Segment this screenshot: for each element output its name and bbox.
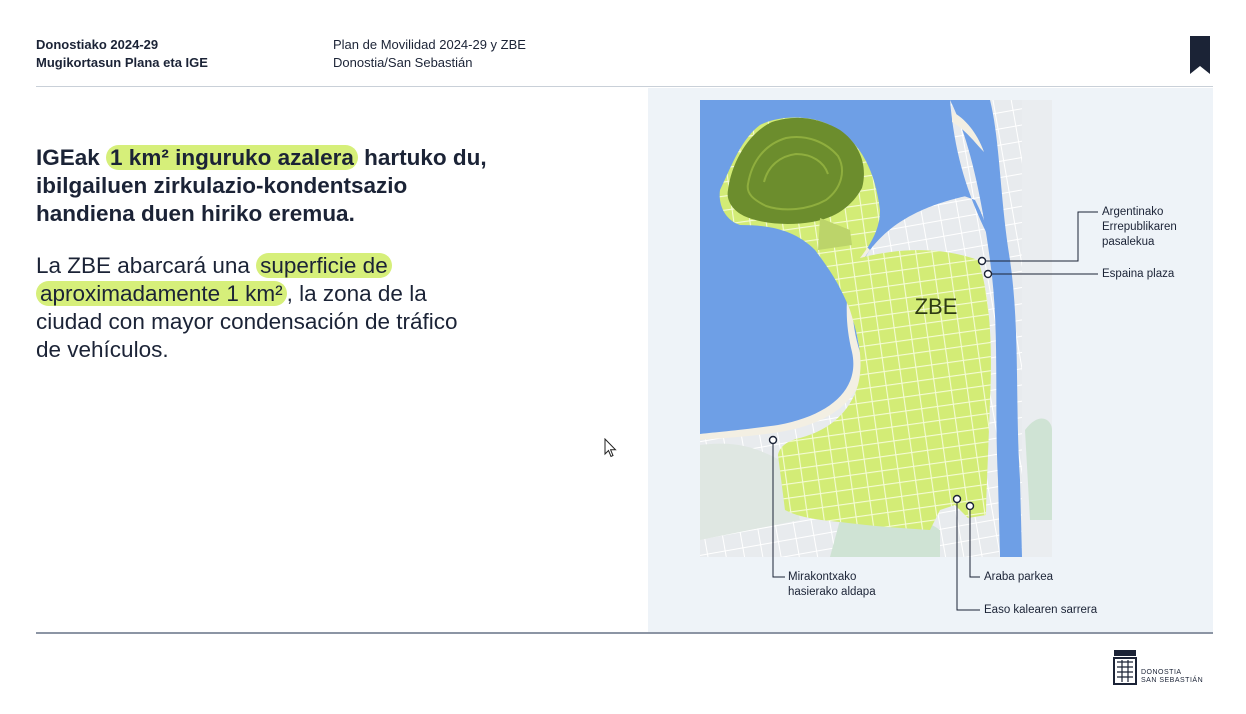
callout-argentina-line2: Errepublikaren <box>1102 221 1177 233</box>
lead-es-line4: de vehículos. <box>36 337 169 362</box>
lead-eu-post: hartuko du, <box>357 145 487 170</box>
callout-easo: Easo kalearen sarrera <box>984 604 1098 616</box>
marker-araba <box>967 503 974 510</box>
zbe-label: ZBE <box>914 294 958 319</box>
lead-eu-highlight: 1 km² inguruko azalera <box>106 145 358 170</box>
marker-easo <box>954 496 961 503</box>
marker-espaina <box>985 271 992 278</box>
callout-espaina: Espaina plaza <box>1102 268 1175 280</box>
callout-mirakontxa-line1: Mirakontxako <box>788 571 857 583</box>
callout-argentina-line3: pasalekua <box>1102 236 1155 248</box>
header-left-line1: Donostiako 2024-29 <box>36 37 159 52</box>
lead-es-post: , la zona de la <box>286 281 427 306</box>
footer-logo-line1: DONOSTIA <box>1141 669 1182 676</box>
lead-eu-pre: IGEak <box>36 145 107 170</box>
footer-divider <box>36 632 1213 634</box>
callout-argentina <box>1102 205 1177 250</box>
callout-line-argentina <box>982 212 1098 261</box>
callout-line-araba <box>970 506 980 577</box>
footer-logo-text <box>1141 669 1203 685</box>
lead-es-highlight2: aproximadamente 1 km² <box>36 281 287 306</box>
marker-mirakontxa <box>770 437 777 444</box>
footer-logo-line2: SAN SEBASTIÁN <box>1141 677 1204 684</box>
callout-mirakontxa-line2: hasierako aldapa <box>788 586 876 598</box>
callout-argentina-line1: Argentinako <box>1102 206 1164 218</box>
callout-line-mirakontxa <box>773 440 785 577</box>
header-right-line1: Plan de Movilidad 2024-29 y ZBE <box>333 37 526 52</box>
marker-argentina <box>979 258 986 265</box>
header-left-line2: Mugikortasun Plana eta IGE <box>36 55 208 70</box>
header-right-line2: Donostia/San Sebastián <box>333 55 473 70</box>
lead-eu-line3: handiena duen hiriko eremua. <box>36 201 355 226</box>
lead-es-pre: La ZBE abarcará una <box>36 253 257 278</box>
lead-eu-line2: ibilgailuen zirkulazio-kondentsazio <box>36 173 408 198</box>
callout-mirakontxa <box>788 570 876 600</box>
lead-es-line3: ciudad con mayor condensación de tráfico <box>36 309 458 334</box>
lead-es-highlight1: superficie de <box>256 253 392 278</box>
callout-araba: Araba parkea <box>984 571 1054 583</box>
callout-line-easo <box>957 499 980 610</box>
